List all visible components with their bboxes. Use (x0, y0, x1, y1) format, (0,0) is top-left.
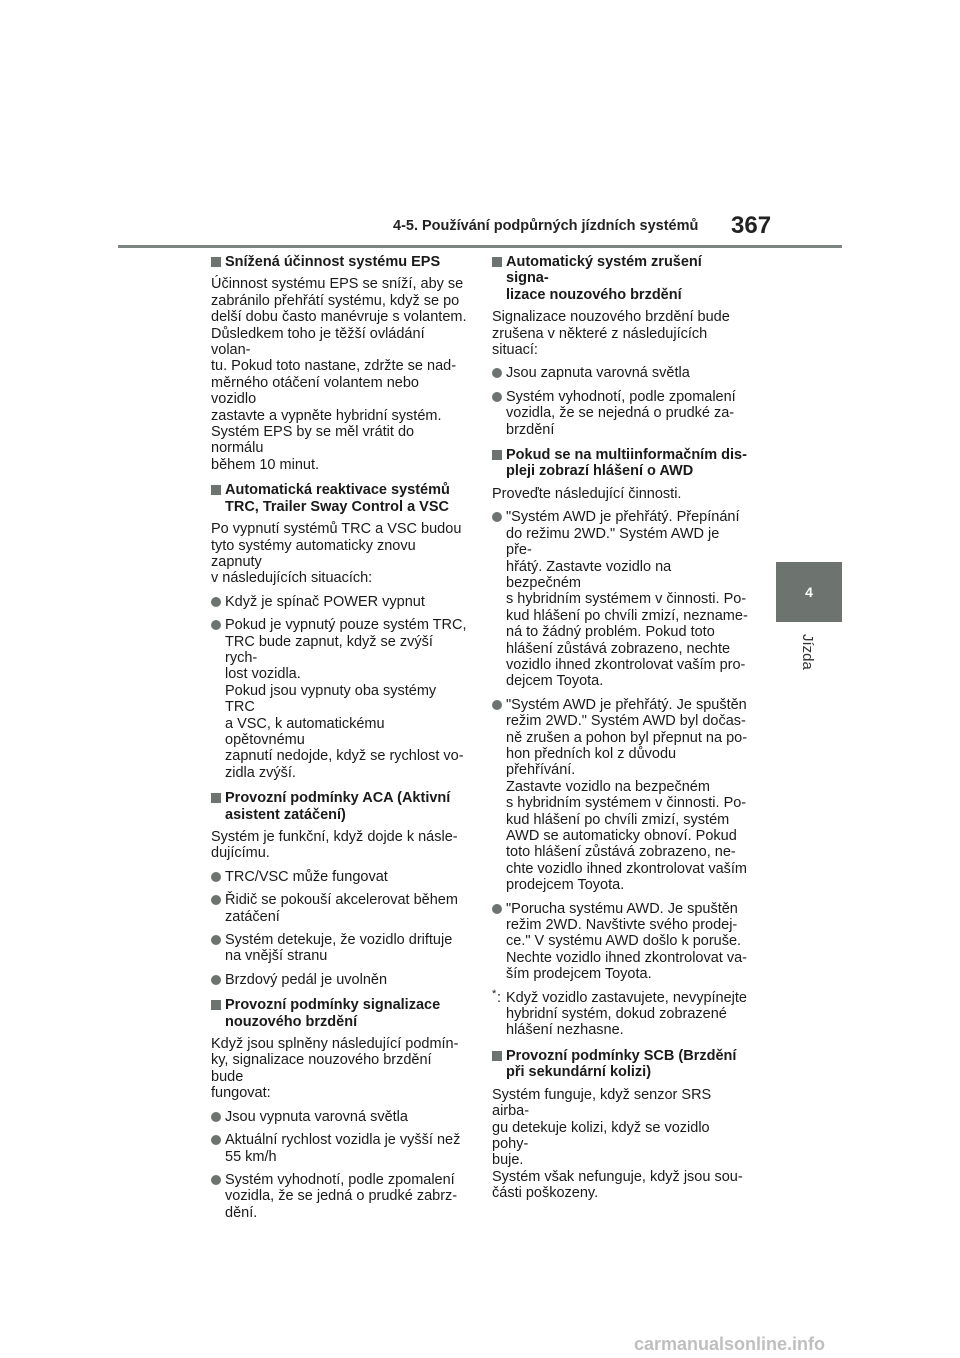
list-item-text: Řidič se pokouší akcelerovat během zatáčení (225, 892, 458, 925)
section-heading (492, 447, 748, 480)
square-bullet-icon (492, 1051, 502, 1061)
heading-text: Automatická reaktivace systémů TRC, Trailer Sway Control a VSC (225, 482, 450, 515)
page-number: 367 (731, 212, 772, 239)
paragraph: Systém je funkční, když dojde k násle- dujícímu. (211, 829, 458, 862)
list-item (211, 617, 467, 781)
list-item-text: Jsou zapnuta varovná světla (506, 365, 690, 382)
round-bullet-icon (211, 1175, 221, 1185)
round-bullet-icon (492, 904, 502, 914)
paragraph: Když jsou splněny následující podmín- ky, signalizace nouzového brzdění bude fungovat: (211, 1036, 459, 1102)
round-bullet-icon (492, 512, 502, 522)
list-item-text: "Systém AWD je přehřátý. Je spuštěn režim 2WD." Systém AWD byl dočas- ně zrušen a pohon byl přepnut na po- hon předních kol z důvodu přehřívání. Zastavte vozidlo na bezpečném s hybridním systémem v činnosti. Po- kud hlášení po chvíli zmizí, systém AWD se automaticky obnoví. Pokud toto hlášení zůstává zobrazeno, ne- chte vozidlo ihned zkontrolovat vaším prodejcem Toyota. (506, 696, 748, 894)
square-bullet-icon (211, 485, 221, 495)
list-item-text: TRC/VSC může fungovat (225, 868, 388, 885)
round-bullet-icon (211, 935, 221, 945)
square-bullet-icon (211, 257, 221, 267)
paragraph: Systém funguje, když senzor SRS airba- gu detekuje kolizi, když se vozidlo pohy- buje. Systém však nefunguje, když jsou sou- části poškozeny. (492, 1086, 743, 1202)
section-eps (211, 254, 467, 473)
section-reactivation (211, 482, 467, 781)
list-item (211, 1132, 467, 1165)
section-emergency-signal (211, 997, 467, 1221)
list-item (211, 1172, 467, 1221)
chapter-label (783, 634, 833, 694)
list-item-text: Systém vyhodnotí, podle zpomalení vozidla, že se jedná o prudké zabrz- dění. (225, 1171, 458, 1221)
section-signal-cancel (492, 254, 748, 438)
paragraph: Účinnost systému EPS se sníží, aby se zabránilo přehřátí systému, když se po delší dobu často manévruje s volantem. Důsledkem toho je těžší ovládání volan- tu. Pokud toto nastane, zdržte se nad- měrného otáčení volantem nebo vozidlo zastavte a vypněte hybridní systém. Systém EPS by se měl vrátit do normálu během 10 minut. (211, 276, 467, 473)
footnote-text: Když vozidlo zastavujete, nevypínejte hybridní systém, dokud zobrazené hlášení nezhasne. (506, 989, 747, 1039)
section-aca (211, 790, 467, 988)
section-scb (492, 1048, 748, 1202)
header-divider (118, 245, 842, 248)
list-item-text: Systém detekuje, že vozidlo driftuje na vnější stranu (225, 932, 453, 965)
footnote-mark: * (492, 987, 497, 1000)
list-item (211, 972, 467, 988)
square-bullet-icon (211, 1000, 221, 1010)
list-item-text: Jsou vypnuta varovná světla (225, 1108, 408, 1125)
heading-text: Provozní podmínky SCB (Brzdění při sekundární kolizi) (506, 1047, 737, 1081)
heading-text: Provozní podmínky signalizace nouzového brzdění (225, 997, 441, 1030)
footnote-colon: : (497, 989, 502, 1006)
section-heading (211, 482, 467, 515)
list-item (211, 892, 467, 925)
list-item (492, 697, 748, 894)
section-awd-messages (492, 447, 748, 1039)
list-item-text: Brzdový pedál je uvolněn (225, 971, 388, 988)
list-item-text: Aktuální rychlost vozidla je vyšší než 55 km/h (225, 1132, 461, 1165)
list-item (211, 594, 467, 610)
section-title: 4-5. Používání podpůrných jízdních systémů (393, 218, 699, 234)
list-item (211, 932, 467, 965)
heading-text: Pokud se na multiinformačním dis- pleji zobrazí hlášení o AWD (506, 447, 747, 480)
footnote (492, 987, 748, 1039)
round-bullet-icon (492, 700, 502, 710)
square-bullet-icon (211, 793, 221, 803)
round-bullet-icon (211, 1112, 221, 1122)
round-bullet-icon (211, 1135, 221, 1145)
round-bullet-icon (492, 368, 502, 378)
paragraph: Proveďte následující činnosti. (492, 485, 682, 502)
round-bullet-icon (211, 620, 221, 630)
round-bullet-icon (211, 872, 221, 882)
section-heading (492, 1048, 748, 1081)
round-bullet-icon (492, 392, 502, 402)
section-heading (492, 254, 748, 303)
watermark: carmanualsonline.info (634, 1334, 826, 1354)
chapter-label-text: Jízda (799, 634, 816, 670)
section-heading (211, 790, 467, 823)
square-bullet-icon (492, 257, 502, 267)
left-column (211, 254, 467, 1230)
heading-text: Automatický systém zrušení signa- lizace nouzového brzdění (506, 254, 702, 303)
round-bullet-icon (211, 597, 221, 607)
list-item-text: Když je spínač POWER vypnut (225, 593, 425, 610)
section-heading (211, 997, 467, 1030)
section-heading (211, 254, 467, 270)
right-column (492, 254, 748, 1211)
square-bullet-icon (492, 450, 502, 460)
list-item (492, 509, 748, 689)
paragraph: Po vypnutí systémů TRC a VSC budou tyto systémy automaticky znovu zapnuty v následujících situacích: (211, 521, 462, 587)
heading-text: Provozní podmínky ACA (Aktivní asistent zatáčení) (225, 790, 451, 823)
list-item (492, 901, 748, 983)
list-item (211, 869, 467, 885)
chapter-tab: 4 (776, 562, 842, 622)
list-item (492, 389, 748, 438)
list-item-text: "Systém AWD je přehřátý. Přepínání do režimu 2WD." Systém AWD je pře- hřátý. Zastavte vozidlo na bezpečném s hybridním systémem v činnosti. Po- kud hlášení po chvíli zmizí, nezname- ná to žádný problém. Pokud toto hlášení zůstává zobrazeno, nechte vozidlo ihned zkontrolovat vaším pro- dejcem Toyota. (506, 509, 748, 690)
list-item (211, 1109, 467, 1125)
list-item-text: Systém vyhodnotí, podle zpomalení vozidla, že se nejedná o prudké za- brzdění (506, 388, 736, 438)
paragraph: Signalizace nouzového brzdění bude zrušena v některé z následujících situací: (492, 309, 730, 359)
list-item (492, 365, 748, 381)
list-item-text: Pokud je vypnutý pouze systém TRC, TRC bude zapnut, když se zvýší rych- lost vozidla. Pokud jsou vypnuty oba systémy TRC a VSC, k automatickému opětovnému zapnutí nedojde, když se rychlost vo- zidla zvýší. (225, 617, 467, 781)
heading-text: Snížená účinnost systému EPS (225, 254, 441, 270)
list-item-text: "Porucha systému AWD. Je spuštěn režim 2WD. Navštivte svého prodej- ce." V systému AWD došlo k poruše. Nechte vozidlo ihned zkontrolovat va- ším prodejcem Toyota. (506, 900, 747, 983)
round-bullet-icon (211, 895, 221, 905)
round-bullet-icon (211, 975, 221, 985)
